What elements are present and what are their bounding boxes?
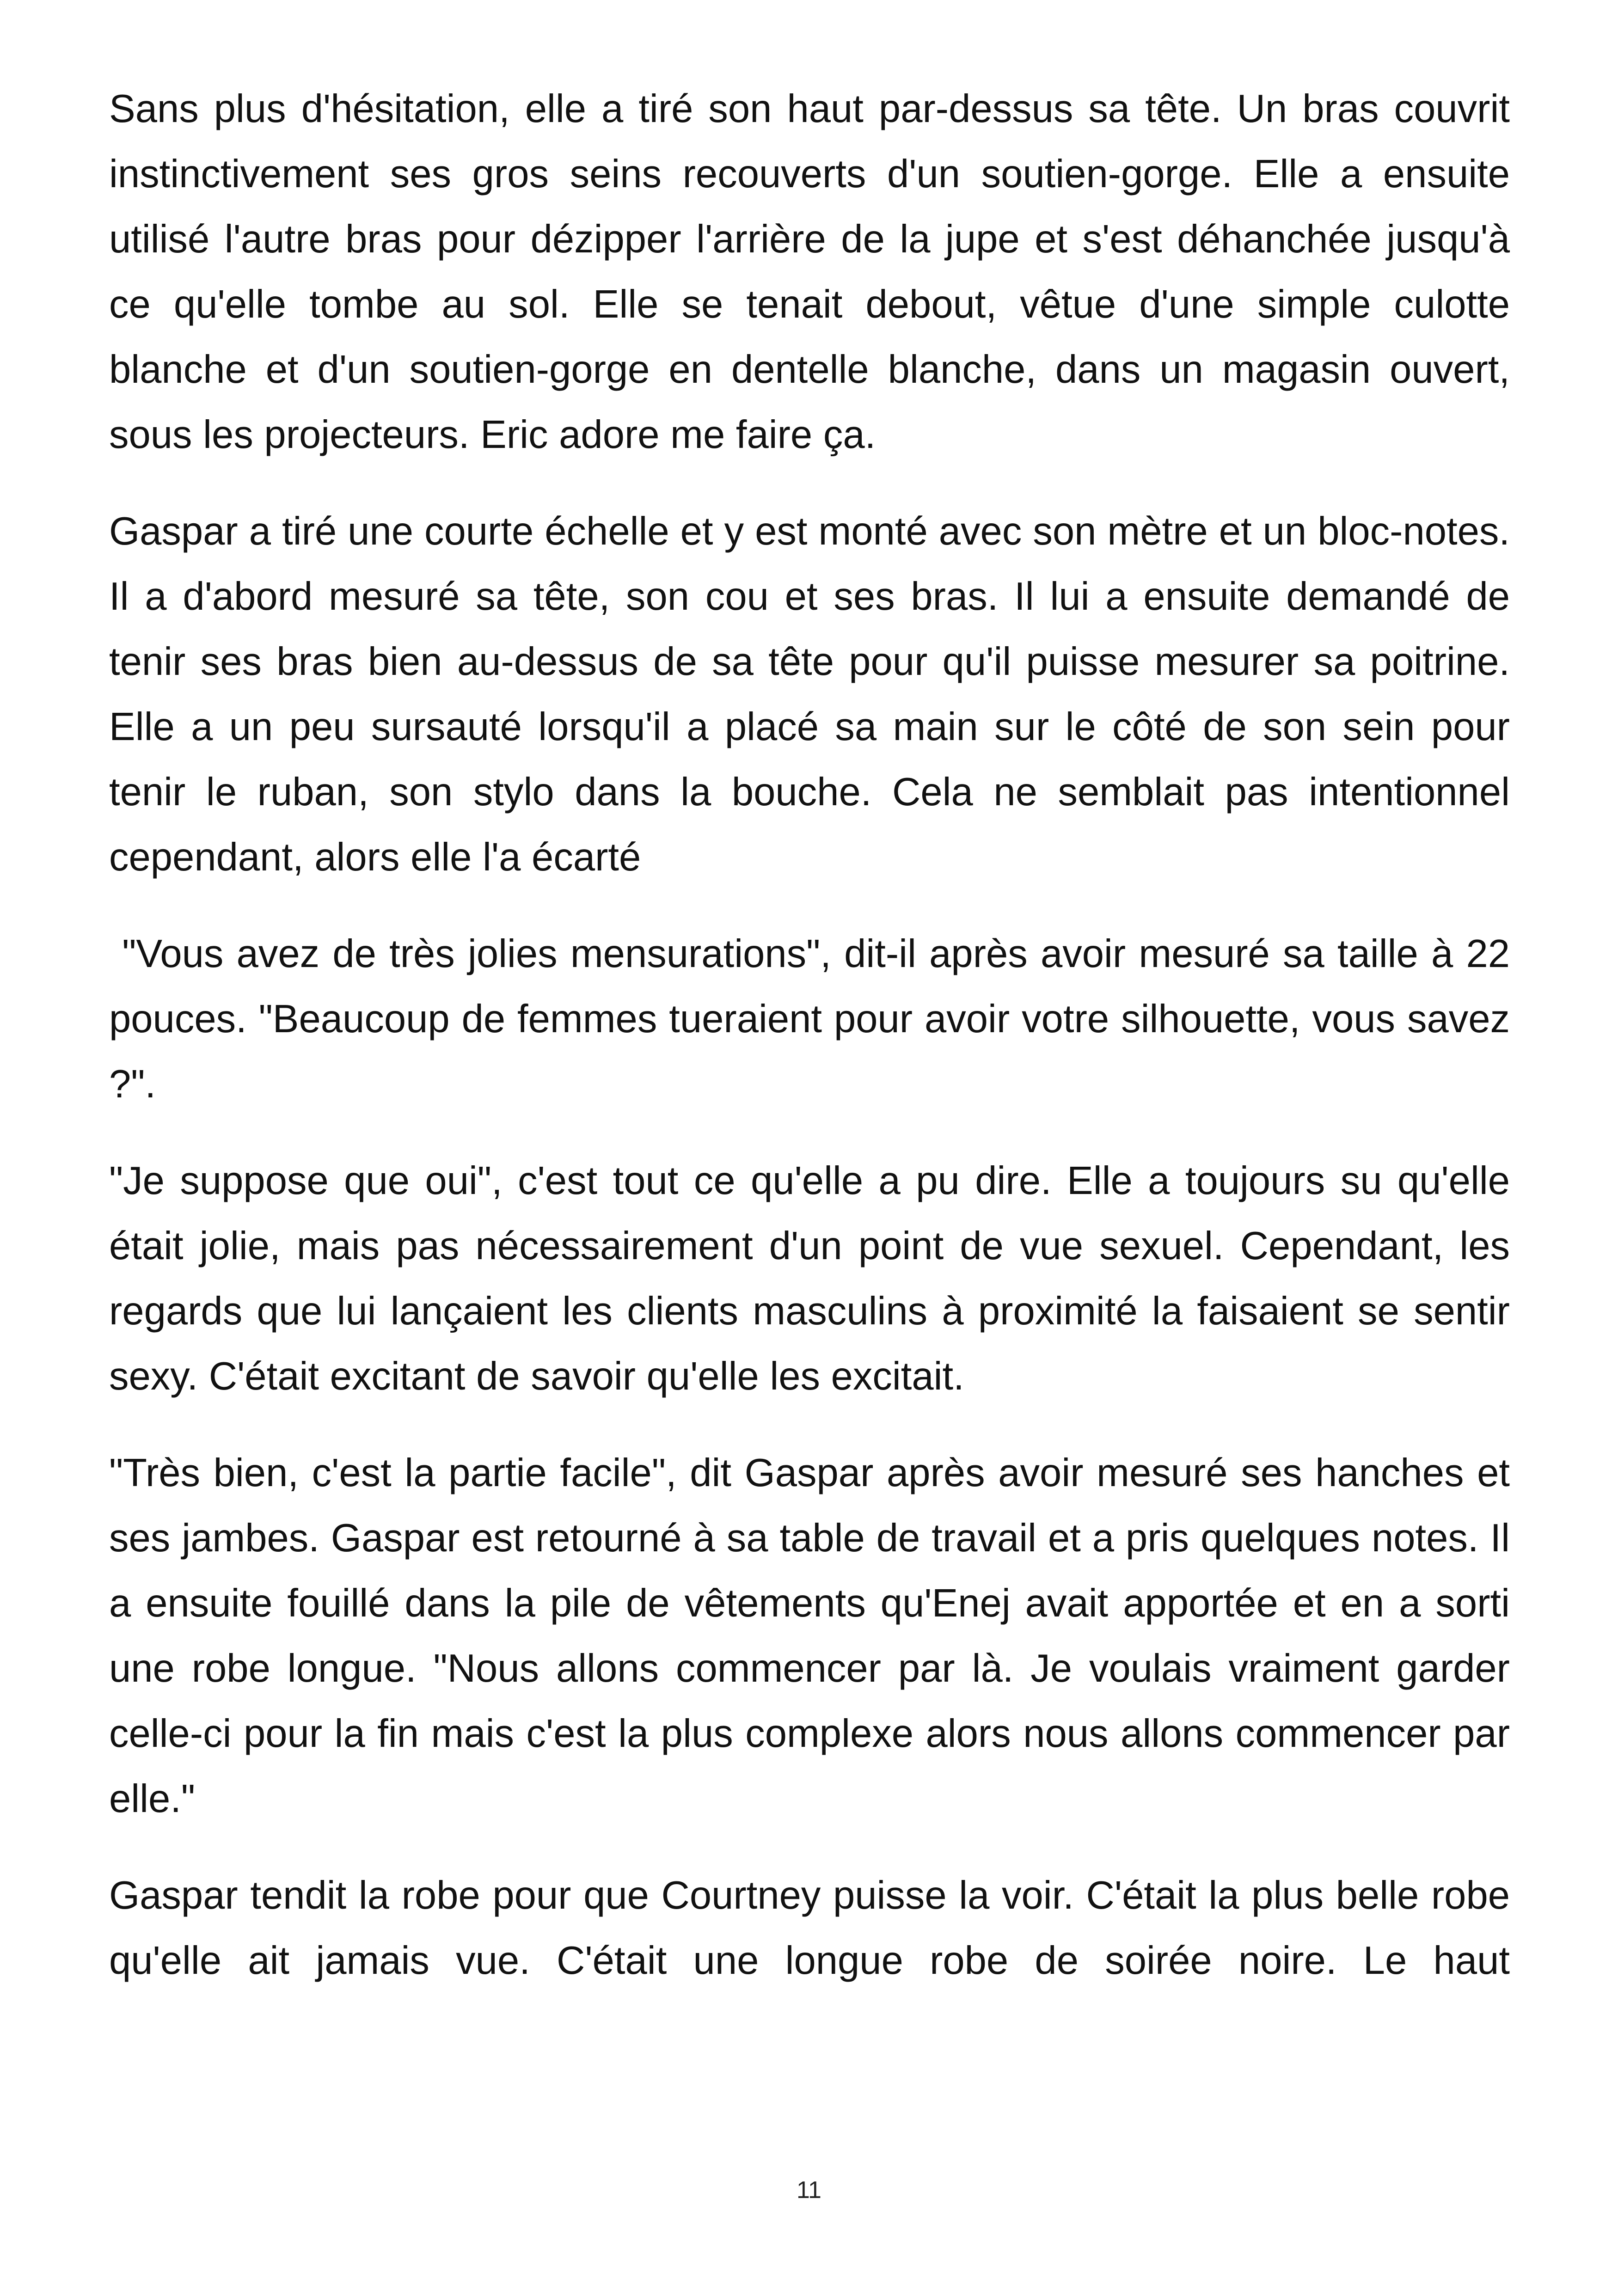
paragraph-5: "Très bien, c'est la partie facile", dit Gaspar après avoir mesuré ses hanches et ses jambes. Gaspar est retourné à sa table de travail et a pris quelques notes. Il a ensuite fouillé dans la pile de vêtements qu'Enej avait apportée et en a sorti une robe longue. "Nous allons commencer par là. Je voulais vraiment garder celle-ci pour la fin mais c'est la plus complexe alors nous allons commencer par elle." xyxy=(109,1451,1510,1821)
paragraph-2: Gaspar a tiré une courte échelle et y est monté avec son mètre et un bloc-notes. Il a d'abord mesuré sa tête, son cou et ses bras. Il lui a ensuite demandé de tenir ses bras bien au-dessus de sa tête pour qu'il puisse mesurer sa poitrine. Elle a un peu sursauté lorsqu'il a placé sa main sur le côté de son sein pour tenir le ruban, son stylo dans la bouche. Cela ne semblait pas intentionnel cependant, alors elle l'a écarté xyxy=(109,509,1510,879)
paragraph-6: Gaspar tendit la robe pour que Courtney puisse la voir. C'était la plus belle robe qu'elle ait jamais vue. C'était une longue robe de soirée noire. Le haut xyxy=(109,1874,1510,1983)
paragraph-4: "Je suppose que oui", c'est tout ce qu'elle a pu dire. Elle a toujours su qu'elle était jolie, mais pas nécessairement d'un point de vue sexuel. Cependant, les regards que lui lançaient les clients masculins à proximité la faisaient se sentir sexy. C'était excitant de savoir qu'elle les excitait. xyxy=(109,1159,1510,1398)
paragraph-1: Sans plus d'hésitation, elle a tiré son haut par-dessus sa tête. Un bras couvrit instinctivement ses gros seins recouverts d'un soutien-gorge. Elle a ensuite utilisé l'autre bras pour dézipper l'arrière de la jupe et s'est déhanchée jusqu'à ce qu'elle tombe au sol. Elle se tenait debout, vêtue d'une simple culotte blanche et d'un soutien-gorge en dentelle blanche, dans un magasin ouvert, sous les projecteurs. Eric adore me faire ça. xyxy=(109,87,1510,457)
paragraph-3: "Vous avez de très jolies mensurations", dit-il après avoir mesuré sa taille à 22 pouces. "Beaucoup de femmes tueraient pour avoir votre silhouette, vous savez ?". xyxy=(109,932,1521,1106)
body-text xyxy=(109,76,1521,1993)
page-number: 11 xyxy=(797,2177,821,2204)
